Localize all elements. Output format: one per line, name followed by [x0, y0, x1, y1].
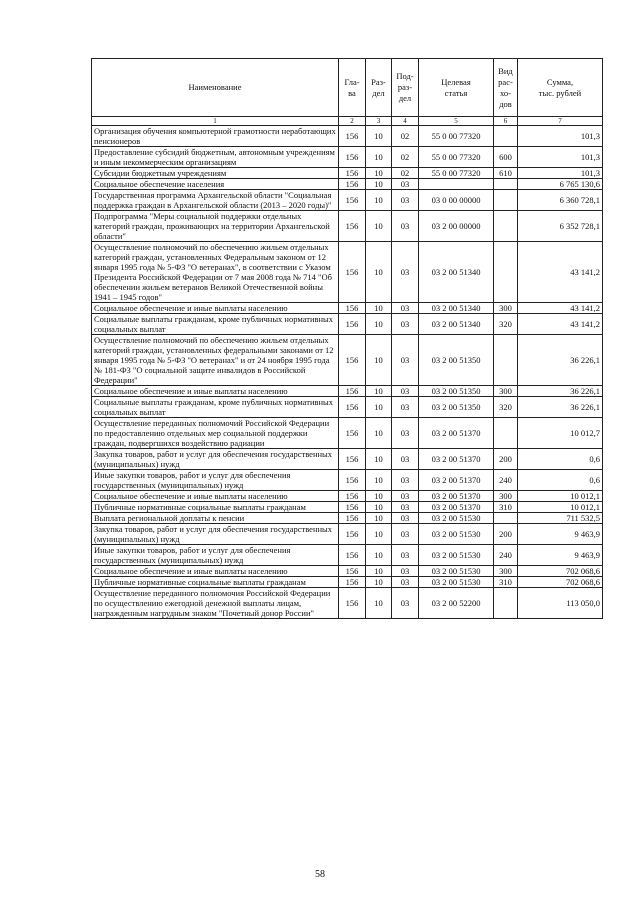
column-number: 6	[494, 117, 518, 126]
row-amount-cell: 101,3	[518, 126, 603, 147]
row-target-cell: 03 2 00 51340	[419, 303, 494, 314]
row-subsection-cell: 03	[392, 242, 419, 303]
row-target-cell: 03 2 00 51350	[419, 397, 494, 418]
row-target-cell: 03 2 00 51530	[419, 513, 494, 524]
row-expense-type-cell	[494, 242, 518, 303]
row-target-cell: 03 2 00 51370	[419, 418, 494, 449]
table-row	[92, 470, 603, 491]
header-section: Раз- дел	[366, 59, 392, 117]
row-target-cell: 03 2 00 51530	[419, 524, 494, 545]
row-amount-cell: 702 068,6	[518, 566, 603, 577]
row-chapter-cell: 156	[339, 397, 366, 418]
row-target-cell: 03 2 00 51530	[419, 566, 494, 577]
row-amount-cell: 0,6	[518, 470, 603, 491]
row-section-cell: 10	[366, 449, 392, 470]
row-target-cell: 03 2 00 51370	[419, 491, 494, 502]
row-chapter-cell: 156	[339, 524, 366, 545]
row-section-cell: 10	[366, 303, 392, 314]
row-name-cell: Социальные выплаты гражданам, кроме публичных нормативных социальных выплат	[92, 314, 339, 335]
row-section-cell: 10	[366, 179, 392, 190]
row-section-cell: 10	[366, 491, 392, 502]
table-row	[92, 491, 603, 502]
row-name-cell: Субсидии бюджетным учреждениям	[92, 168, 339, 179]
row-name-cell: Осуществление полномочий по обеспечению жильем отдельных категорий граждан, установленных Федеральным законом от 12 января 1995 года № 5-ФЗ "О ветеранах", в соответствии с Указом Президента Российской Федерации от 7 мая 2008 года № 714 "Об обеспечении жильем ветеранов Великой Отечественной войны 1941 – 1945 годов"	[92, 242, 339, 303]
table-row	[92, 524, 603, 545]
row-name-cell: Выплата региональной доплаты к пенсии	[92, 513, 339, 524]
row-expense-type-cell	[494, 418, 518, 449]
row-section-cell: 10	[366, 126, 392, 147]
header-target: Целевая статья	[419, 59, 494, 117]
row-name-cell: Закупка товаров, работ и услуг для обеспечения государственных (муниципальных) нужд	[92, 449, 339, 470]
row-target-cell: 03 2 00 51350	[419, 335, 494, 386]
row-subsection-cell: 03	[392, 588, 419, 619]
row-amount-cell: 10 012,7	[518, 418, 603, 449]
row-subsection-cell: 02	[392, 126, 419, 147]
row-chapter-cell: 156	[339, 386, 366, 397]
row-amount-cell: 43 141,2	[518, 242, 603, 303]
row-subsection-cell: 03	[392, 470, 419, 491]
table-header-row	[92, 59, 603, 117]
row-section-cell: 10	[366, 418, 392, 449]
row-target-cell: 03 0 00 00000	[419, 190, 494, 211]
row-expense-type-cell: 310	[494, 502, 518, 513]
row-name-cell: Осуществление переданного полномочия Российской Федерации по осуществлению ежегодной денежной выплаты лицам, награжденным нагрудным знаком "Почетный донор России"	[92, 588, 339, 619]
row-chapter-cell: 156	[339, 314, 366, 335]
row-subsection-cell: 03	[392, 211, 419, 242]
row-name-cell: Государственная программа Архангельской области "Социальная поддержка граждан в Архангельской области (2013 – 2020 годы)"	[92, 190, 339, 211]
header-amount: Сумма, тыс. рублей	[518, 59, 603, 117]
header-chapter: Гла- ва	[339, 59, 366, 117]
row-name-cell: Предоставление субсидий бюджетным, автономным учреждениям и иным некоммерческим организациям	[92, 147, 339, 168]
row-section-cell: 10	[366, 242, 392, 303]
row-expense-type-cell	[494, 588, 518, 619]
row-target-cell	[419, 179, 494, 190]
row-chapter-cell: 156	[339, 577, 366, 588]
row-chapter-cell: 156	[339, 190, 366, 211]
row-name-cell: Осуществление полномочий по обеспечению жильем отдельных категорий граждан, установленных федеральными законами от 12 января 1995 года № 5-ФЗ "О ветеранах" и от 24 ноября 1995 года № 181-ФЗ "О социальной защите инвалидов в Российской Федерации"	[92, 335, 339, 386]
row-subsection-cell: 03	[392, 491, 419, 502]
row-name-cell: Социальные выплаты гражданам, кроме публичных нормативных социальных выплат	[92, 397, 339, 418]
row-amount-cell: 36 226,1	[518, 386, 603, 397]
row-amount-cell: 702 068,6	[518, 577, 603, 588]
page-number: 58	[315, 869, 325, 880]
table-row	[92, 211, 603, 242]
row-chapter-cell: 156	[339, 566, 366, 577]
row-target-cell: 03 2 00 52200	[419, 588, 494, 619]
row-name-cell: Социальное обеспечение и иные выплаты населению	[92, 303, 339, 314]
table-row	[92, 566, 603, 577]
row-target-cell: 03 2 00 51370	[419, 470, 494, 491]
row-amount-cell: 10 012,1	[518, 502, 603, 513]
row-chapter-cell: 156	[339, 545, 366, 566]
row-name-cell: Публичные нормативные социальные выплаты гражданам	[92, 577, 339, 588]
table-row	[92, 418, 603, 449]
table-row	[92, 502, 603, 513]
row-section-cell: 10	[366, 397, 392, 418]
row-chapter-cell: 156	[339, 126, 366, 147]
row-target-cell: 03 2 00 51530	[419, 577, 494, 588]
row-subsection-cell: 03	[392, 449, 419, 470]
row-chapter-cell: 156	[339, 147, 366, 168]
row-subsection-cell: 02	[392, 147, 419, 168]
row-subsection-cell: 03	[392, 545, 419, 566]
table-row	[92, 513, 603, 524]
row-expense-type-cell	[494, 126, 518, 147]
row-chapter-cell: 156	[339, 502, 366, 513]
row-chapter-cell: 156	[339, 449, 366, 470]
row-section-cell: 10	[366, 588, 392, 619]
row-target-cell: 55 0 00 77320	[419, 126, 494, 147]
row-subsection-cell: 02	[392, 168, 419, 179]
row-subsection-cell: 03	[392, 335, 419, 386]
column-number: 3	[366, 117, 392, 126]
row-chapter-cell: 156	[339, 168, 366, 179]
table-row	[92, 397, 603, 418]
row-subsection-cell: 03	[392, 397, 419, 418]
row-subsection-cell: 03	[392, 303, 419, 314]
row-amount-cell: 0,6	[518, 449, 603, 470]
row-expense-type-cell	[494, 190, 518, 211]
row-amount-cell: 36 226,1	[518, 335, 603, 386]
row-section-cell: 10	[366, 566, 392, 577]
row-amount-cell: 9 463,9	[518, 545, 603, 566]
row-section-cell: 10	[366, 211, 392, 242]
header-name: Наименование	[92, 59, 339, 117]
row-name-cell: Социальное обеспечение и иные выплаты населению	[92, 491, 339, 502]
row-expense-type-cell	[494, 211, 518, 242]
row-name-cell: Осуществление переданных полномочий Российской Федерации по предоставлению отдельных мер социальной поддержки граждан, подвергшихся воздействию радиации	[92, 418, 339, 449]
row-name-cell: Подпрограмма "Меры социальной поддержки отдельных категорий граждан, проживающих на территории Архангельской области"	[92, 211, 339, 242]
row-name-cell: Публичные нормативные социальные выплаты гражданам	[92, 502, 339, 513]
row-chapter-cell: 156	[339, 588, 366, 619]
row-target-cell: 03 2 00 51350	[419, 386, 494, 397]
row-amount-cell: 6 352 728,1	[518, 211, 603, 242]
row-expense-type-cell: 320	[494, 314, 518, 335]
table-row	[92, 190, 603, 211]
row-section-cell: 10	[366, 470, 392, 491]
row-amount-cell: 113 050,0	[518, 588, 603, 619]
row-section-cell: 10	[366, 147, 392, 168]
row-expense-type-cell: 200	[494, 524, 518, 545]
row-amount-cell: 36 226,1	[518, 397, 603, 418]
table-row	[92, 168, 603, 179]
header-subsection: Под- раз- дел	[392, 59, 419, 117]
table-row	[92, 126, 603, 147]
column-number: 7	[518, 117, 603, 126]
row-expense-type-cell: 240	[494, 545, 518, 566]
row-expense-type-cell: 300	[494, 491, 518, 502]
row-name-cell: Социальное обеспечение и иные выплаты населению	[92, 386, 339, 397]
row-chapter-cell: 156	[339, 491, 366, 502]
table-row	[92, 386, 603, 397]
row-section-cell: 10	[366, 524, 392, 545]
row-expense-type-cell: 320	[494, 397, 518, 418]
budget-table-container	[91, 58, 602, 619]
row-amount-cell: 43 141,2	[518, 303, 603, 314]
row-subsection-cell: 03	[392, 502, 419, 513]
row-expense-type-cell: 310	[494, 577, 518, 588]
column-number: 5	[419, 117, 494, 126]
row-amount-cell: 9 463,9	[518, 524, 603, 545]
row-expense-type-cell: 610	[494, 168, 518, 179]
row-target-cell: 03 2 00 51340	[419, 242, 494, 303]
row-section-cell: 10	[366, 545, 392, 566]
row-subsection-cell: 03	[392, 190, 419, 211]
column-number: 4	[392, 117, 419, 126]
table-body	[92, 126, 603, 619]
row-section-cell: 10	[366, 335, 392, 386]
table-row	[92, 179, 603, 190]
row-subsection-cell: 03	[392, 566, 419, 577]
row-chapter-cell: 156	[339, 179, 366, 190]
row-chapter-cell: 156	[339, 242, 366, 303]
row-target-cell: 03 2 00 51370	[419, 449, 494, 470]
row-expense-type-cell: 300	[494, 386, 518, 397]
column-number-row	[92, 117, 603, 126]
row-chapter-cell: 156	[339, 513, 366, 524]
row-section-cell: 10	[366, 577, 392, 588]
table-row	[92, 577, 603, 588]
row-section-cell: 10	[366, 190, 392, 211]
row-target-cell: 55 0 00 77320	[419, 147, 494, 168]
row-name-cell: Социальное обеспечение и иные выплаты населению	[92, 566, 339, 577]
row-chapter-cell: 156	[339, 470, 366, 491]
row-expense-type-cell	[494, 179, 518, 190]
row-subsection-cell: 03	[392, 524, 419, 545]
table-row	[92, 449, 603, 470]
row-amount-cell: 6 360 728,1	[518, 190, 603, 211]
row-chapter-cell: 156	[339, 418, 366, 449]
row-amount-cell: 711 532,5	[518, 513, 603, 524]
row-expense-type-cell: 200	[494, 449, 518, 470]
row-subsection-cell: 03	[392, 314, 419, 335]
row-subsection-cell: 03	[392, 577, 419, 588]
row-section-cell: 10	[366, 386, 392, 397]
table-row	[92, 303, 603, 314]
budget-table	[91, 58, 603, 619]
table-row	[92, 545, 603, 566]
row-expense-type-cell	[494, 513, 518, 524]
row-expense-type-cell: 300	[494, 566, 518, 577]
header-expense-type: Вид рас- хо- дов	[494, 59, 518, 117]
row-name-cell: Иные закупки товаров, работ и услуг для обеспечения государственных (муниципальных) нужд	[92, 545, 339, 566]
table-row	[92, 588, 603, 619]
row-subsection-cell: 03	[392, 179, 419, 190]
row-chapter-cell: 156	[339, 335, 366, 386]
row-name-cell: Социальное обеспечение населения	[92, 179, 339, 190]
row-expense-type-cell	[494, 335, 518, 386]
row-subsection-cell: 03	[392, 513, 419, 524]
row-chapter-cell: 156	[339, 211, 366, 242]
row-section-cell: 10	[366, 168, 392, 179]
row-amount-cell: 101,3	[518, 147, 603, 168]
row-target-cell: 03 2 00 51340	[419, 314, 494, 335]
row-name-cell: Иные закупки товаров, работ и услуг для обеспечения государственных (муниципальных) нужд	[92, 470, 339, 491]
row-section-cell: 10	[366, 314, 392, 335]
table-row	[92, 147, 603, 168]
table-row	[92, 335, 603, 386]
table-row	[92, 314, 603, 335]
row-amount-cell: 101,3	[518, 168, 603, 179]
row-expense-type-cell: 240	[494, 470, 518, 491]
row-expense-type-cell: 300	[494, 303, 518, 314]
row-target-cell: 55 0 00 77320	[419, 168, 494, 179]
row-subsection-cell: 03	[392, 386, 419, 397]
row-target-cell: 03 2 00 51530	[419, 545, 494, 566]
row-amount-cell: 10 012,1	[518, 491, 603, 502]
row-name-cell: Закупка товаров, работ и услуг для обеспечения государственных (муниципальных) нужд	[92, 524, 339, 545]
row-amount-cell: 43 141,2	[518, 314, 603, 335]
column-number: 2	[339, 117, 366, 126]
row-subsection-cell: 03	[392, 418, 419, 449]
column-number: 1	[92, 117, 339, 126]
row-amount-cell: 6 765 130,6	[518, 179, 603, 190]
row-chapter-cell: 156	[339, 303, 366, 314]
row-section-cell: 10	[366, 513, 392, 524]
row-expense-type-cell: 600	[494, 147, 518, 168]
row-target-cell: 03 2 00 51370	[419, 502, 494, 513]
row-section-cell: 10	[366, 502, 392, 513]
table-row	[92, 242, 603, 303]
row-name-cell: Организация обучения компьютерной грамотности неработающих пенсионеров	[92, 126, 339, 147]
row-target-cell: 03 2 00 00000	[419, 211, 494, 242]
